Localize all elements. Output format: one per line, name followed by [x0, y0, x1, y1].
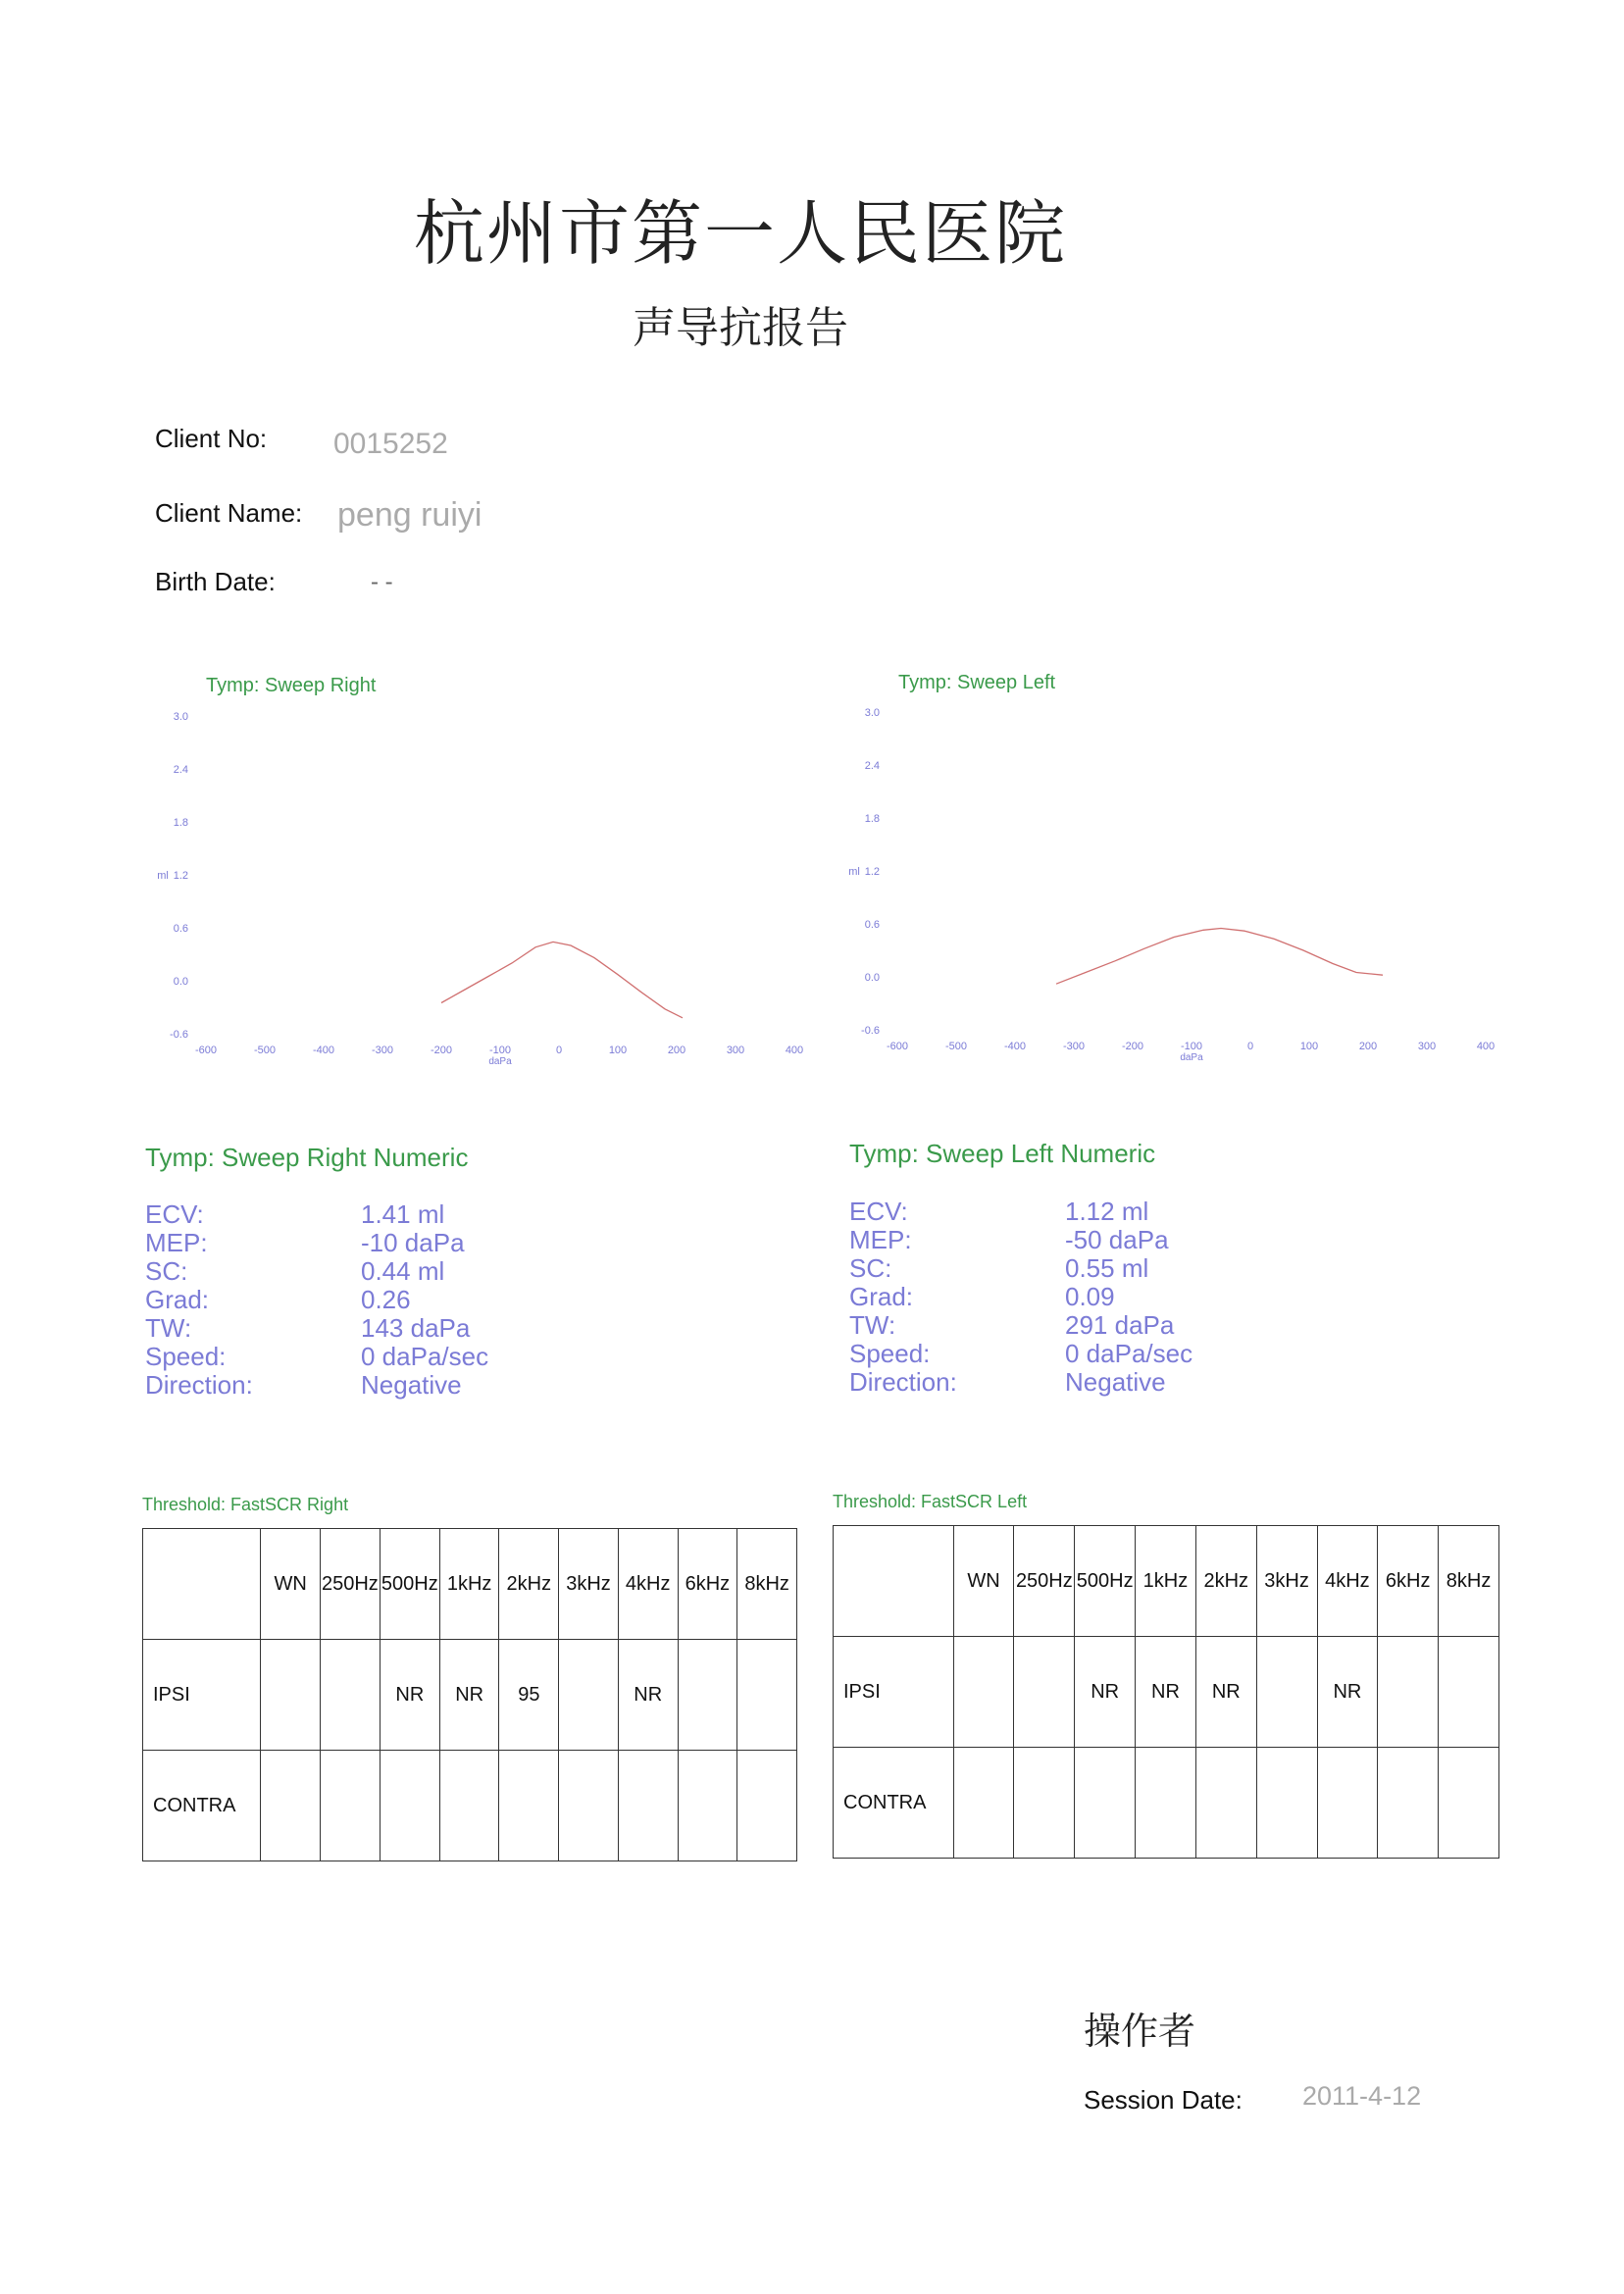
threshold-header-cell: 6kHz [678, 1529, 737, 1640]
x-tick-label: -500 [253, 1045, 277, 1056]
threshold-row [834, 1637, 1499, 1748]
numeric-value: 0.44 ml [361, 1256, 445, 1286]
numeric-key: Speed: [145, 1342, 227, 1371]
numeric-key: Direction: [145, 1370, 253, 1400]
threshold-cell: NR [1136, 1637, 1196, 1748]
threshold-cell [559, 1640, 619, 1751]
x-tick-label: -100 [1180, 1041, 1203, 1052]
birth-date-value: - - [371, 569, 393, 595]
y-axis-label: ml [848, 866, 860, 878]
threshold-header-cell: 3kHz [1256, 1526, 1317, 1637]
numeric-value: 291 daPa [1065, 1310, 1175, 1340]
numeric-right-title: Tymp: Sweep Right Numeric [145, 1143, 469, 1172]
numeric-value: 0.26 [361, 1285, 411, 1314]
y-tick-label: 3.0 [173, 711, 188, 723]
threshold-header-cell: 8kHz [1439, 1526, 1499, 1637]
numeric-value: 0.55 ml [1065, 1253, 1149, 1283]
numeric-row-left [849, 1198, 1193, 1226]
threshold-right-title: Threshold: FastSCR Right [142, 1495, 349, 1514]
y-tick-label: 1.2 [173, 870, 188, 882]
threshold-header-cell [834, 1526, 954, 1637]
numeric-row-right [145, 1257, 488, 1286]
threshold-header-cell: 500Hz [1075, 1526, 1136, 1637]
threshold-cell [261, 1751, 320, 1861]
threshold-row [143, 1640, 797, 1751]
numeric-key: TW: [849, 1310, 896, 1340]
threshold-cell [1439, 1748, 1499, 1859]
threshold-header-cell: 250Hz [320, 1529, 380, 1640]
threshold-cell [1075, 1748, 1136, 1859]
threshold-header-cell [143, 1529, 261, 1640]
threshold-cell: NR [439, 1640, 499, 1751]
hospital-name: 杭州市第一人民医院 [413, 192, 1067, 275]
numeric-key: Grad: [145, 1285, 210, 1314]
x-tick-label: 300 [1417, 1041, 1437, 1052]
threshold-header-cell: 3kHz [559, 1529, 619, 1640]
numeric-row-right [145, 1286, 488, 1314]
session-date-value: 2011-4-12 [1302, 2081, 1422, 2111]
threshold-cell: NR [618, 1640, 678, 1751]
threshold-left-title: Threshold: FastSCR Left [833, 1492, 1028, 1511]
numeric-key: SC: [145, 1256, 188, 1286]
threshold-cell: NR [1195, 1637, 1256, 1748]
x-tick-label: 400 [785, 1045, 804, 1056]
numeric-row-left [849, 1254, 1193, 1283]
chart-left-title: Tymp: Sweep Left [898, 672, 1056, 693]
numeric-value: 1.41 ml [361, 1199, 445, 1229]
threshold-header-cell: 8kHz [737, 1529, 797, 1640]
x-tick-label: 400 [1476, 1041, 1496, 1052]
numeric-row-left [849, 1368, 1193, 1397]
client-no-value: 0015252 [333, 428, 448, 460]
numeric-key: Direction: [849, 1367, 957, 1397]
client-name-value: peng ruiyi [337, 496, 482, 534]
threshold-cell [618, 1751, 678, 1861]
numeric-value: 0 daPa/sec [1065, 1339, 1193, 1368]
y-tick-label: -0.6 [861, 1025, 880, 1037]
threshold-cell [678, 1640, 737, 1751]
threshold-header-cell: 6kHz [1378, 1526, 1439, 1637]
threshold-cell [320, 1751, 380, 1861]
threshold-cell: 95 [499, 1640, 559, 1751]
x-tick-label: -100 [488, 1045, 512, 1056]
numeric-key: TW: [145, 1313, 192, 1343]
threshold-header-cell: WN [953, 1526, 1014, 1637]
numeric-left-list [849, 1198, 1193, 1397]
x-tick-label: -600 [886, 1041, 909, 1052]
threshold-cell: NR [1075, 1637, 1136, 1748]
y-tick-label: -0.6 [170, 1029, 188, 1041]
threshold-cell [1136, 1748, 1196, 1859]
numeric-value: 1.12 ml [1065, 1197, 1149, 1226]
y-tick-label: 3.0 [864, 707, 880, 719]
operator-label: 操作者 [1084, 2010, 1196, 2053]
threshold-cell [1195, 1748, 1256, 1859]
threshold-cell [320, 1640, 380, 1751]
threshold-row [834, 1748, 1499, 1859]
session-date-label: Session Date: [1084, 2085, 1243, 2115]
threshold-row-label: CONTRA [834, 1748, 954, 1859]
numeric-key: ECV: [849, 1197, 908, 1226]
tymp-right-chart [157, 696, 814, 1069]
threshold-cell [737, 1751, 797, 1861]
x-tick-label: -300 [1062, 1041, 1086, 1052]
x-axis-label: daPa [488, 1056, 512, 1067]
threshold-cell: NR [1317, 1637, 1378, 1748]
threshold-cell [953, 1637, 1014, 1748]
threshold-header-cell: 1kHz [1136, 1526, 1196, 1637]
threshold-cell [1256, 1637, 1317, 1748]
numeric-right-list [145, 1200, 488, 1400]
threshold-header-cell: 4kHz [1317, 1526, 1378, 1637]
threshold-cell [1378, 1748, 1439, 1859]
client-name-label: Client Name: [155, 498, 303, 528]
x-tick-label: 200 [1358, 1041, 1378, 1052]
threshold-header-cell: 1kHz [439, 1529, 499, 1640]
tymp-curve-left [1056, 929, 1383, 985]
x-tick-label: -200 [1121, 1041, 1144, 1052]
threshold-cell [261, 1640, 320, 1751]
threshold-row [143, 1751, 797, 1861]
numeric-row-left [849, 1283, 1193, 1311]
threshold-row-label: IPSI [834, 1637, 954, 1748]
threshold-cell [1256, 1748, 1317, 1859]
numeric-value: 0.09 [1065, 1282, 1115, 1311]
client-no-label: Client No: [155, 424, 268, 453]
numeric-value: Negative [1065, 1367, 1166, 1397]
x-tick-label: 300 [726, 1045, 745, 1056]
threshold-row-label: CONTRA [143, 1751, 261, 1861]
numeric-value: 143 daPa [361, 1313, 471, 1343]
numeric-value: -50 daPa [1065, 1225, 1169, 1254]
x-tick-label: 0 [1246, 1041, 1254, 1052]
threshold-row-label: IPSI [143, 1640, 261, 1751]
x-tick-label: -600 [194, 1045, 218, 1056]
threshold-header-cell: 500Hz [380, 1529, 439, 1640]
numeric-key: Speed: [849, 1339, 931, 1368]
numeric-left-title: Tymp: Sweep Left Numeric [849, 1139, 1156, 1168]
numeric-key: SC: [849, 1253, 892, 1283]
threshold-header-cell: 2kHz [499, 1529, 559, 1640]
y-tick-label: 2.4 [864, 760, 880, 772]
threshold-header-cell: 2kHz [1195, 1526, 1256, 1637]
threshold-left-table [833, 1525, 1499, 1859]
threshold-cell [678, 1751, 737, 1861]
x-tick-label: -400 [312, 1045, 335, 1056]
x-tick-label: -500 [944, 1041, 968, 1052]
y-tick-label: 0.6 [173, 923, 188, 935]
numeric-value: Negative [361, 1370, 462, 1400]
threshold-cell [953, 1748, 1014, 1859]
y-tick-label: 0.6 [864, 919, 880, 931]
y-tick-label: 0.0 [173, 976, 188, 988]
numeric-value: -10 daPa [361, 1228, 465, 1257]
threshold-header-row [834, 1526, 1499, 1637]
threshold-cell [380, 1751, 439, 1861]
numeric-row-right [145, 1314, 488, 1343]
x-tick-label: -300 [371, 1045, 394, 1056]
threshold-cell [1378, 1637, 1439, 1748]
threshold-header-cell: 250Hz [1014, 1526, 1075, 1637]
numeric-row-left [849, 1226, 1193, 1254]
numeric-value: 0 daPa/sec [361, 1342, 489, 1371]
y-tick-label: 1.8 [173, 817, 188, 829]
threshold-cell [559, 1751, 619, 1861]
numeric-key: MEP: [145, 1228, 208, 1257]
threshold-cell [1014, 1637, 1075, 1748]
numeric-row-left [849, 1311, 1193, 1340]
numeric-row-right [145, 1229, 488, 1257]
numeric-row-right [145, 1371, 488, 1400]
numeric-row-left [849, 1340, 1193, 1368]
x-tick-label: 200 [667, 1045, 686, 1056]
chart-right-title: Tymp: Sweep Right [206, 675, 377, 696]
y-tick-label: 1.2 [864, 866, 880, 878]
threshold-cell [439, 1751, 499, 1861]
y-tick-label: 0.0 [864, 972, 880, 984]
numeric-key: ECV: [145, 1199, 204, 1229]
numeric-row-right [145, 1343, 488, 1371]
birth-date-label: Birth Date: [155, 567, 276, 596]
threshold-right-table [142, 1528, 797, 1861]
x-tick-label: 100 [1299, 1041, 1319, 1052]
numeric-key: MEP: [849, 1225, 912, 1254]
x-tick-label: -200 [430, 1045, 453, 1056]
threshold-cell [1439, 1637, 1499, 1748]
threshold-cell [1014, 1748, 1075, 1859]
x-tick-label: -400 [1003, 1041, 1027, 1052]
numeric-key: Grad: [849, 1282, 914, 1311]
y-tick-label: 2.4 [173, 764, 188, 776]
threshold-header-cell: 4kHz [618, 1529, 678, 1640]
numeric-row-right [145, 1200, 488, 1229]
threshold-cell [737, 1640, 797, 1751]
x-axis-label: daPa [1180, 1052, 1203, 1063]
tymp-left-chart [848, 692, 1505, 1065]
threshold-header-row [143, 1529, 797, 1640]
report-title: 声导抗报告 [633, 303, 848, 353]
threshold-cell: NR [380, 1640, 439, 1751]
threshold-header-cell: WN [261, 1529, 320, 1640]
threshold-cell [499, 1751, 559, 1861]
y-axis-label: ml [157, 870, 169, 882]
x-tick-label: 100 [608, 1045, 628, 1056]
x-tick-label: 0 [555, 1045, 563, 1056]
tymp-curve-right [441, 942, 683, 1017]
threshold-cell [1317, 1748, 1378, 1859]
y-tick-label: 1.8 [864, 813, 880, 825]
